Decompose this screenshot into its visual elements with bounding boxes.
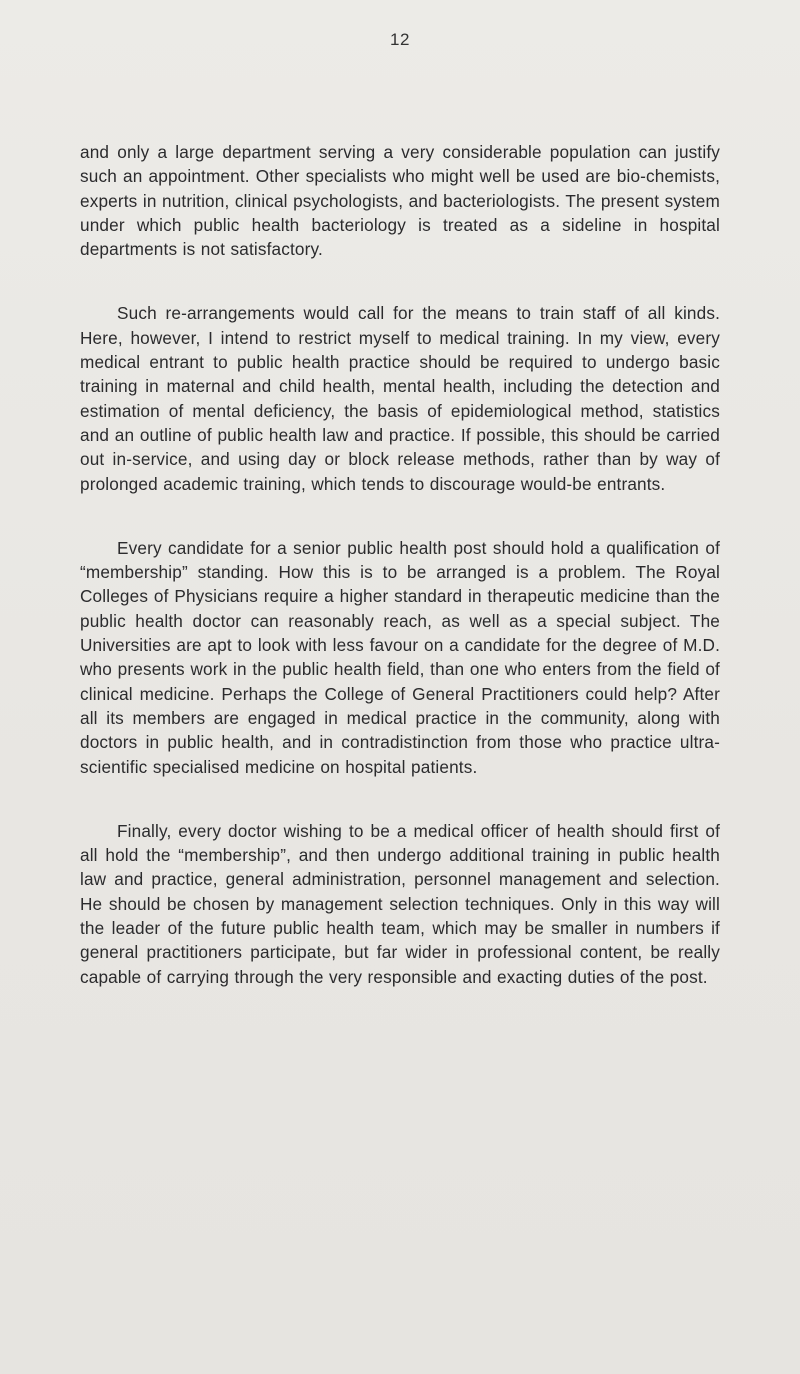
body-text xyxy=(80,140,720,1029)
paragraph-3: Every candidate for a senior public health post should hold a qualification of “membership” standing. How this is to be arranged is a problem. The Royal Colleges of Physicians require a higher standard in therapeutic medicine than the public health doctor can reasonably reach, as well as a special subject. The Universities are apt to look with less favour on a candidate for the degree of M.D. who presents work in the public health field, than one who enters from the field of clinical medicine. Perhaps the College of General Practitioners could help? After all its members are engaged in medical practice in the community, along with doctors in public health, and in contradistinction from those who practice ultra-scientific specialised medicine on hospital patients. xyxy=(80,537,720,777)
page-number: 12 xyxy=(390,30,410,49)
paragraph-2: Such re-arrangements would call for the means to train staff of all kinds. Here, however, I intend to restrict myself to medical training. In my view, every medical entrant to public health practice should be required to undergo basic training in maternal and child health, mental health, including the detection and estimation of mental deficiency, the basis of epidemiological method, statistics and an outline of public health law and practice. If possible, this should be carried out in-service, and using day or block release methods, rather than by way of prolonged academic training, which tends to discourage would-be entrants. xyxy=(80,303,720,494)
paragraph-4: Finally, every doctor wishing to be a medical officer of health should first of all hold the “membership”, and then undergo additional training in public health law and practice, general administration, personnel management and selection. He should be chosen by management selection techniques. Only in this way will the leader of the future public health team, which may be smaller in numbers if general practitioners participate, but far wider in professional content, be really capable of carrying through the very responsible and exacting duties of the post. xyxy=(80,820,720,987)
paragraph-1: and only a large department serving a very considerable population can justify such an appointment. Other specialists who might well be used are bio-chemists, experts in nutrition, clinical psychologists, and bacteriologists. The present system under which public health bacteriology is treated as a sideline in hospital departments is not satisfactory. xyxy=(80,142,720,260)
